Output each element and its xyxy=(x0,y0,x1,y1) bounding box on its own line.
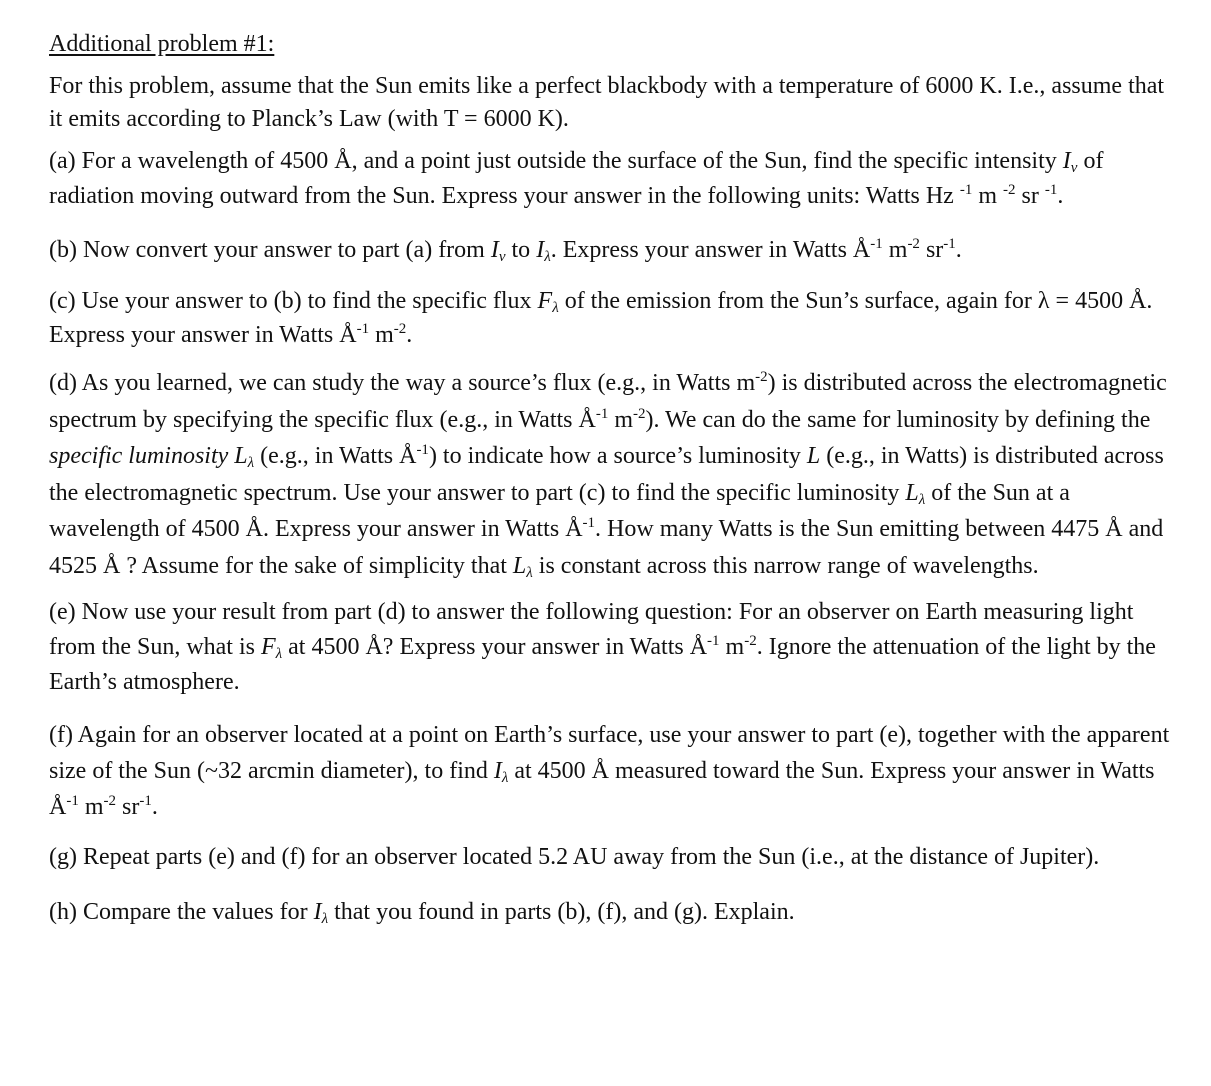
symbol-L: L xyxy=(512,552,527,579)
subscript-lambda: λ xyxy=(247,455,255,472)
subscript-lambda: λ xyxy=(526,564,533,581)
part-c: (c) Use your answer to (b) to find the specific flux $F_\lambda$ of the emission from the Sun’s surface, again for λ = 4500 Å. Express your answer in Watts $Å^{-1}$ $m^{-2}$. xyxy=(49,288,1153,348)
subscript-lambda: λ xyxy=(275,645,283,662)
part-f: (f) Again for an observer located at a point on Earth’s surface, use your answer to part (e), together with the apparent size of the Sun (~32 arcmin diameter), to find $I_\lambda$ at 4500 Å measured toward the Sun. Express your answer in Watts $Å^{-1}$ $m^{-2}$ $sr^{-1}$. xyxy=(49,721,1170,820)
subscript-nu: ν xyxy=(1070,160,1078,176)
symbol-I: I xyxy=(536,237,545,263)
part-b: (b) Now convert your answer to part (a) from $I_\nu$ to $I_\lambda$. Express your answer in Watts $Å^{-1}$ $m^{-2}$ $sr^{-1}$. xyxy=(49,236,962,265)
subscript-lambda: λ xyxy=(501,769,509,786)
subscript-lambda: λ xyxy=(552,300,559,316)
subscript-lambda: λ xyxy=(544,249,551,265)
symbol-L: L xyxy=(234,443,248,470)
part-d: (d) As you learned, we can study the way a source’s flux (e.g., in Watts $m^{-2}$) is distributed across the electromagnetic spectrum by specifying the specific flux (e.g., in Watts $Å^{-1}$ $m^{-2}$). We can do the same for luminosity by defining the specific luminosity $L_\lambda$ (e.g., in Watts $Å^{-1}$) to indicate how a source’s luminosity L (e.g., in Watts) is distributed across the electromagnetic spectrum. Use your answer to part (c) to find the specific luminosity $L_\lambda$ of the Sun at a wavelength of 4500 Å. Express your answer in Watts $Å^{-1}$. How many Watts is the Sun emitting between 4475 Å and 4525 Å ? Assume for the sake of simplicity that $L_\lambda$ is constant across this narrow range of wavelengths. xyxy=(49,369,1167,581)
symbol-L: L xyxy=(905,479,919,506)
part-a: (a) For a wavelength of 4500 Å, and a point just outside the surface of the Sun, find the specific intensity $I_\nu$ of radiation moving outward from the Sun. Express your answer in the following units: Watts Hz $^{-1}$ m $^{-2}$ sr $^{-1}$. xyxy=(49,148,1104,209)
symbol-I: I xyxy=(490,237,499,263)
symbol-I: I xyxy=(1062,148,1071,174)
symbol-I: I xyxy=(313,898,322,925)
subscript-nu: ν xyxy=(498,249,506,265)
subscript-lambda: λ xyxy=(321,910,329,927)
part-h: (h) Compare the values for $I_\lambda$ that you found in parts (b), (f), and (g). Explain. xyxy=(49,898,795,927)
symbol-F: F xyxy=(260,633,276,660)
part-e: (e) Now use your result from part (d) to answer the following question: For an observer on Earth measuring light from the Sun, what is $F_\lambda$ at 4500 Å? Express your answer in Watts $Å^{-1}$ $m^{-2}$. Ignore the attenuation of the light by the Earth’s atmosphere. xyxy=(49,598,1156,695)
specific-luminosity-term: specific luminosity xyxy=(49,443,229,470)
part-g: (g) Repeat parts (e) and (f) for an observer located 5.2 AU away from the Sun (i.e., at the distance of Jupiter). xyxy=(49,843,1100,870)
intro-paragraph: For this problem, assume that the Sun emits like a perfect blackbody with a temperature of 6000 K. I.e., assume that it emits according to Planck’s Law (with T = 6000 K). xyxy=(49,73,1165,132)
symbol-I: I xyxy=(493,757,502,784)
problem-title: Additional problem #1: xyxy=(49,31,275,57)
problem-document xyxy=(49,28,1179,929)
symbol-F: F xyxy=(537,288,553,314)
symbol-L: L xyxy=(806,443,821,470)
subscript-lambda: λ xyxy=(918,491,926,508)
